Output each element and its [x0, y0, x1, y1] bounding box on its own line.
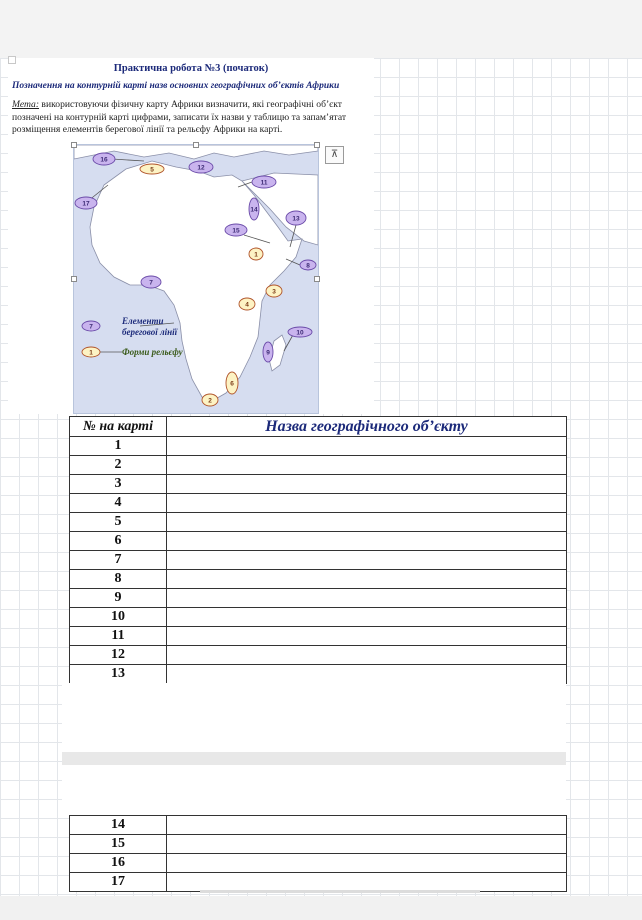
table-row [70, 854, 567, 873]
row-number: 8 [70, 570, 167, 589]
map-marker-11 [252, 176, 276, 188]
row-number: 10 [70, 608, 167, 627]
table-row [70, 816, 567, 835]
next-page-top-margin [62, 765, 566, 815]
map-marker-3 [266, 285, 282, 297]
legend-relief-sample-label: 1 [89, 349, 93, 357]
row-number: 14 [70, 816, 167, 835]
row-name-cell[interactable] [167, 854, 567, 873]
map-marker-6-label: 6 [230, 380, 234, 388]
row-number: 7 [70, 551, 167, 570]
map-marker-14-label: 14 [250, 206, 258, 214]
map-marker-7 [141, 276, 161, 288]
table-row [70, 646, 567, 665]
map-marker-12 [189, 161, 213, 173]
table-row [70, 494, 567, 513]
page-break-gap [62, 752, 566, 765]
table-row [70, 437, 567, 456]
row-name-cell[interactable] [167, 665, 567, 684]
goal-line-1 [12, 99, 374, 112]
legend-coast-sample-label: 7 [89, 323, 93, 331]
table-row [70, 532, 567, 551]
row-name-cell[interactable] [167, 513, 567, 532]
goal-label: Мета: [12, 99, 40, 110]
row-name-cell[interactable] [167, 532, 567, 551]
table-row [70, 570, 567, 589]
table-row [70, 456, 567, 475]
legend-relief-sample [82, 347, 100, 357]
goal-line-2: позначені на контурній карті цифрами, записати їх назви у таблицю та запам’ятат [12, 111, 347, 123]
row-number: 3 [70, 475, 167, 494]
map-marker-4 [239, 298, 255, 310]
viewport-bottom-area [0, 896, 642, 920]
map-marker-14 [249, 198, 259, 220]
row-name-cell[interactable] [167, 646, 567, 665]
table-row [70, 513, 567, 532]
row-name-cell[interactable] [167, 437, 567, 456]
goal-paragraph [12, 99, 374, 137]
row-name-cell[interactable] [167, 608, 567, 627]
table-row [70, 475, 567, 494]
map-marker-9-label: 9 [266, 349, 270, 357]
row-name-cell[interactable] [167, 835, 567, 854]
table-row [70, 608, 567, 627]
map-marker-10 [288, 327, 312, 337]
map-marker-10-label: 10 [296, 329, 304, 337]
map-marker-17 [75, 197, 97, 209]
resize-handle-nw[interactable] [71, 142, 77, 148]
table-row [70, 551, 567, 570]
map-marker-2 [202, 394, 218, 406]
row-number: 5 [70, 513, 167, 532]
map-marker-7-label: 7 [149, 279, 153, 287]
map-marker-11-label: 11 [260, 179, 268, 187]
map-marker-5-label: 5 [150, 166, 154, 174]
goal-line-3: розміщення елементів берегової лінії та рельєфу Африки на карті. [12, 124, 283, 135]
map-marker-16 [93, 153, 115, 165]
map-marker-8 [300, 260, 316, 270]
row-number: 9 [70, 589, 167, 608]
map-marker-13 [286, 211, 306, 225]
africa-contour-map[interactable] [73, 144, 319, 414]
legend-relief-label: Форми рельєфу [122, 347, 183, 357]
layout-options-icon[interactable]: ⊼ [325, 146, 344, 164]
row-name-cell[interactable] [167, 456, 567, 475]
map-marker-13-label: 13 [292, 215, 300, 223]
map-marker-1 [249, 248, 263, 260]
row-name-cell[interactable] [167, 627, 567, 646]
document-subtitle: Позначення на контурній карті назв основних географічних об’єктів Африки [12, 81, 340, 91]
africa-map-svg [74, 145, 318, 413]
resize-handle-ne[interactable] [314, 142, 320, 148]
row-number: 12 [70, 646, 167, 665]
map-marker-8-label: 8 [306, 262, 310, 270]
map-marker-2-label: 2 [208, 397, 212, 405]
objects-table-part-1 [69, 416, 567, 684]
document-title: Практична робота №3 (початок) [113, 63, 269, 74]
table-header-row [70, 417, 567, 437]
map-marker-16-label: 16 [100, 156, 108, 164]
resize-handle-w[interactable] [71, 276, 77, 282]
table-body-part-2 [70, 816, 567, 892]
map-marker-15-label: 15 [232, 227, 240, 235]
row-number: 13 [70, 665, 167, 684]
row-number: 17 [70, 873, 167, 892]
map-marker-6 [226, 372, 238, 394]
row-name-cell[interactable] [167, 589, 567, 608]
table-row [70, 873, 567, 892]
row-name-cell[interactable] [167, 873, 567, 892]
row-number: 4 [70, 494, 167, 513]
row-number: 15 [70, 835, 167, 854]
map-marker-17-label: 17 [82, 200, 90, 208]
map-marker-12-label: 12 [197, 164, 205, 172]
page-bottom-margin [62, 683, 566, 752]
table-row [70, 835, 567, 854]
row-number: 2 [70, 456, 167, 475]
row-name-cell[interactable] [167, 475, 567, 494]
map-marker-5 [140, 164, 164, 174]
objects-table-part-2 [69, 815, 567, 892]
row-number: 16 [70, 854, 167, 873]
legend-coast-sample [82, 321, 100, 331]
row-name-cell[interactable] [167, 570, 567, 589]
row-name-cell[interactable] [167, 551, 567, 570]
row-name-cell[interactable] [167, 816, 567, 835]
legend-coast-label-2: берегової лінії [122, 327, 178, 337]
resize-handle-e[interactable] [314, 276, 320, 282]
map-marker-1-label: 1 [254, 251, 258, 259]
row-name-cell[interactable] [167, 494, 567, 513]
resize-handle-n[interactable] [193, 142, 199, 148]
footer-line [200, 890, 480, 893]
row-number: 1 [70, 437, 167, 456]
goal-text-1: використовуючи фізичну карту Африки визначити, які географічні об’єкт [39, 99, 343, 110]
map-marker-15 [225, 224, 247, 236]
table-row [70, 665, 567, 684]
header-name: Назва географічного об’єкту [167, 417, 567, 437]
table-row [70, 627, 567, 646]
table-body-part-1 [70, 437, 567, 684]
map-marker-9 [263, 342, 273, 362]
map-marker-4-label: 4 [245, 301, 249, 309]
map-marker-3-label: 3 [272, 288, 276, 296]
legend-coast-label-1: Елементи [122, 316, 164, 326]
row-number: 6 [70, 532, 167, 551]
table-row [70, 589, 567, 608]
header-number: № на карті [70, 417, 167, 437]
row-number: 11 [70, 627, 167, 646]
